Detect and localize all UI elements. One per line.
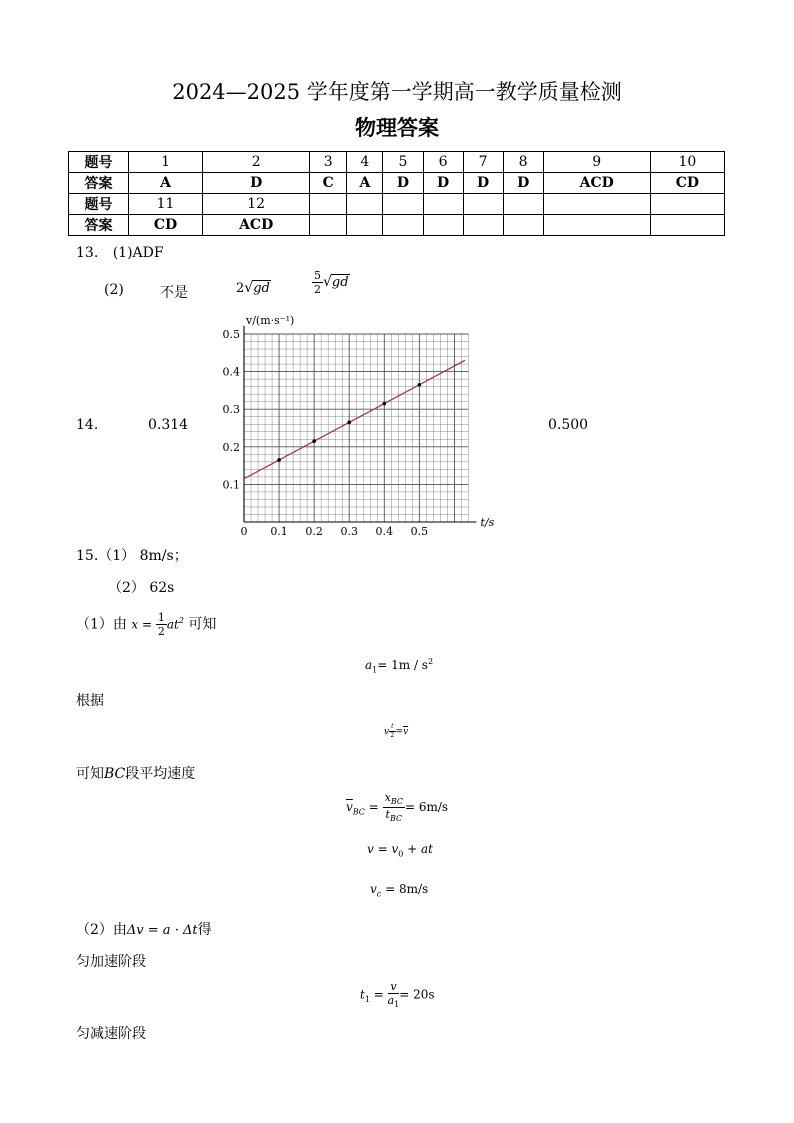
x-tick-label: 0 xyxy=(240,525,248,535)
answer-cell: A xyxy=(347,173,383,194)
chart-grid xyxy=(244,326,476,522)
eq-vbc: $\overline{v}_{BC}$ = $\frac{x_{BC}}{t_{BC}}$ = 6m/s xyxy=(346,791,449,824)
y-tick-label: 0.2 xyxy=(222,440,240,454)
basis-text: 根据 xyxy=(76,693,104,709)
question-number: 5 xyxy=(383,152,423,173)
question-number: 10 xyxy=(650,152,724,173)
q15-ans1: （1） 8m/s； xyxy=(98,548,188,564)
vt-chart xyxy=(200,310,510,535)
answer-cell: D xyxy=(503,173,543,194)
x-tick-label: 0.3 xyxy=(340,525,358,535)
q14-left-value: 0.314 xyxy=(148,417,189,433)
stage-decel: 匀减速阶段 xyxy=(76,1026,146,1042)
q13-expr1: 2√gd xyxy=(236,280,270,296)
header-label: 题号 xyxy=(69,194,129,215)
answer-cell: ACD xyxy=(543,173,650,194)
fit-line xyxy=(244,360,465,478)
x-tick-label: 0.2 xyxy=(305,525,323,535)
bc-text: 可知BC段平均速度 xyxy=(76,766,196,782)
chart-labels xyxy=(223,314,495,535)
q15-sol1-line: （1）由 x = $\frac{1}{2}$ $at^2$ 可知 xyxy=(76,611,217,638)
eq-v: $v = v_0$ + at xyxy=(367,842,434,859)
page-title: 2024—2025 学年度第一学期高一教学质量检测 xyxy=(172,80,622,104)
x-tick-label: 0.1 xyxy=(270,525,288,535)
eq-vc: $v_c = 8m/s$ xyxy=(370,882,429,899)
q13-label: 13. xyxy=(76,245,99,261)
data-point xyxy=(383,402,387,406)
x-tick-label: 0.4 xyxy=(375,525,394,535)
y-tick-label: 0.5 xyxy=(222,328,240,341)
question-number: 9 xyxy=(543,152,650,173)
answer-cell: D xyxy=(463,173,503,194)
answer-cell: D xyxy=(203,173,310,194)
eq-t1: $t_1$ = $\frac{v}{a_1}$ = 20s xyxy=(360,980,435,1010)
q13-line1 xyxy=(76,245,164,261)
question-number: 8 xyxy=(503,152,543,173)
question-number: 11 xyxy=(129,194,203,215)
answer-cell: D xyxy=(383,173,423,194)
q14-right-value: 0.500 xyxy=(548,417,589,433)
data-point xyxy=(418,383,422,387)
eq-a1: $a_1= 1m / s^2$ xyxy=(365,657,434,675)
q15-label: 15. xyxy=(76,548,99,564)
q13-expr2: $\frac{5}{2}$ √gd xyxy=(314,269,349,296)
question-number: 3 xyxy=(310,152,347,173)
q15-line1 xyxy=(76,545,188,565)
y-tick-label: 0.3 xyxy=(222,403,240,417)
header-label: 题号 xyxy=(69,152,129,173)
answer-cell: ACD xyxy=(203,215,310,236)
question-number: 1 xyxy=(129,152,203,173)
q14-label: 14. xyxy=(76,417,99,433)
question-number: 6 xyxy=(423,152,463,173)
answer-cell: D xyxy=(423,173,463,194)
answer-cell: CD xyxy=(129,215,203,236)
q13-part2-answer: 不是 xyxy=(160,285,188,301)
eq-vmid: v $\frac{t}{2}$ $=\overline{v}$ xyxy=(384,723,409,739)
q15-sol2-line: （2）由Δv = a · Δt得 xyxy=(76,922,212,938)
x-axis-label: t/s xyxy=(480,516,495,529)
answer-cell: A xyxy=(129,173,203,194)
y-tick-label: 0.4 xyxy=(222,365,240,379)
y-tick-label: 0.1 xyxy=(222,478,240,492)
stage-accel: 匀加速阶段 xyxy=(76,954,146,970)
question-number: 2 xyxy=(203,152,310,173)
question-number: 4 xyxy=(347,152,383,173)
page-subtitle: 物理答案 xyxy=(355,115,439,140)
answer-label: 答案 xyxy=(69,215,129,236)
answer-cell: C xyxy=(310,173,347,194)
question-number: 7 xyxy=(463,152,503,173)
question-number: 12 xyxy=(203,194,310,215)
answer-cell: CD xyxy=(650,173,724,194)
data-point xyxy=(312,439,316,443)
x-tick-label: 0.5 xyxy=(410,525,429,535)
data-point xyxy=(347,421,351,425)
y-axis-label: v/(m·s⁻¹) xyxy=(246,314,295,327)
q13-part2-label: (2) xyxy=(104,282,124,298)
answer-label: 答案 xyxy=(69,173,129,194)
chart-marks xyxy=(244,360,465,478)
answer-table xyxy=(68,151,725,236)
q13-part1: (1)ADF xyxy=(112,245,164,261)
q15-ans2: （2） 62s xyxy=(108,580,175,596)
data-point xyxy=(277,458,281,462)
